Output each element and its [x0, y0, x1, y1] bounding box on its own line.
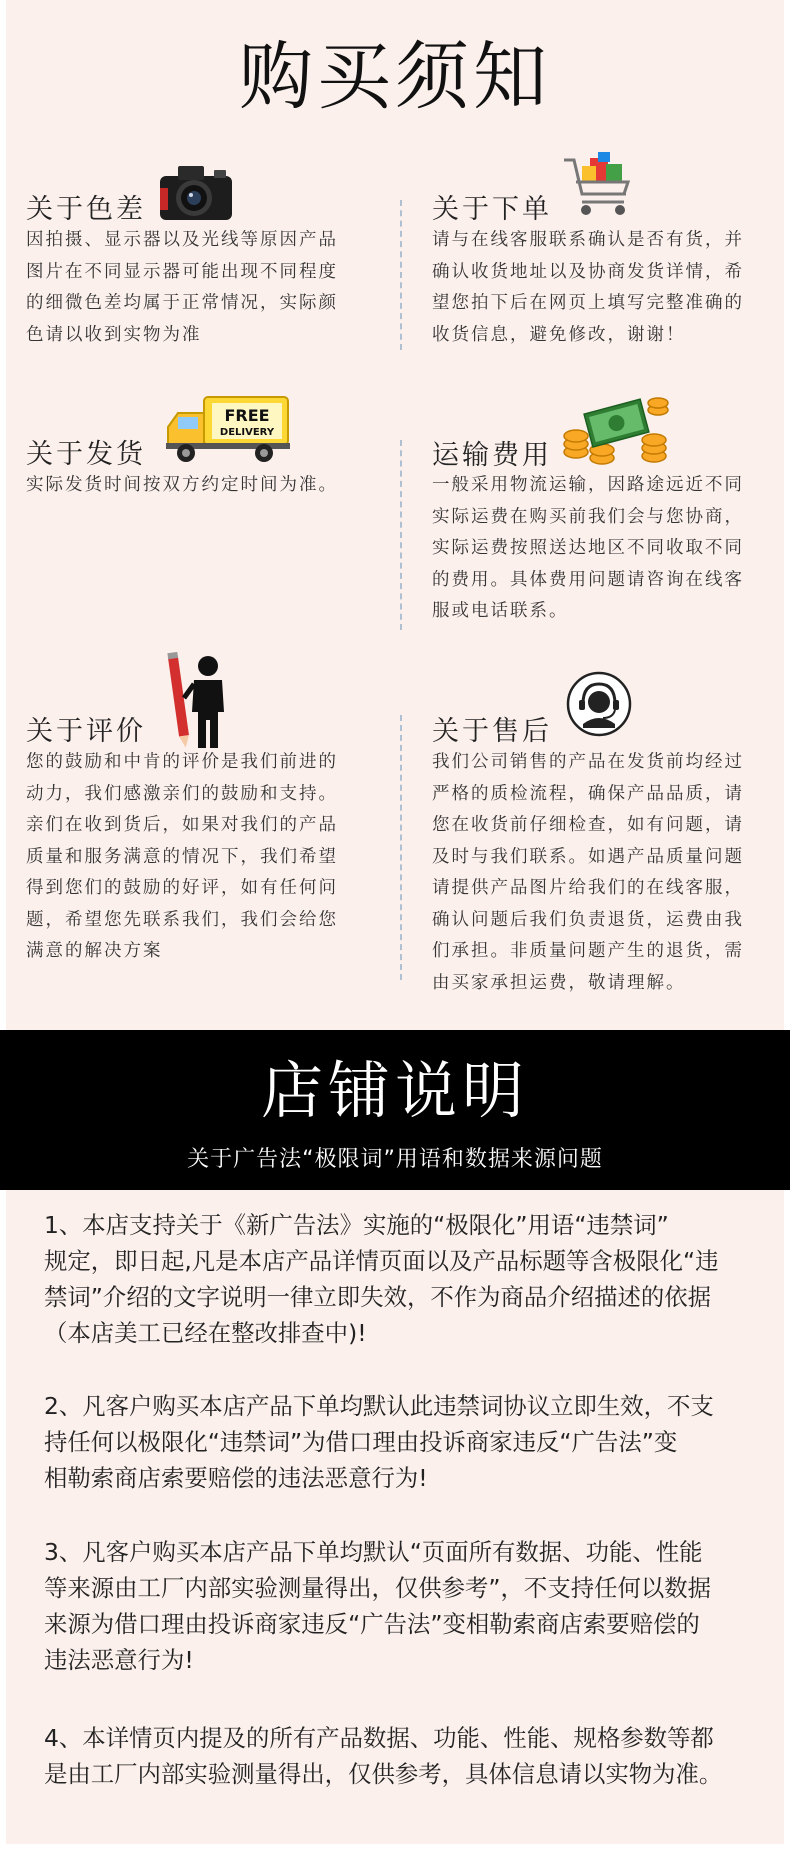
block-line: 色请以收到实物为准	[26, 324, 202, 345]
block-line: 满意的解决方案	[26, 941, 163, 961]
paragraph-line: 禁词”介绍的文字说明一律立即失效，不作为商品介绍描述的依据	[44, 1283, 712, 1311]
block-line: 实际发货时间按双方约定时间为准。	[26, 475, 338, 495]
block-heading: 关于发货	[26, 439, 146, 470]
block-line: 图片在不同显示器可能出现不同程度	[26, 261, 338, 282]
block-line: 及时与我们联系。如遇产品质量问题	[432, 846, 744, 867]
block-line: 请提供产品图片给我们的在线客服，	[432, 878, 744, 898]
notice-block-shipping	[26, 395, 386, 525]
purchase-notice-section	[6, 0, 784, 1030]
block-text	[26, 225, 338, 351]
paragraph-line: 4、本详情页内提及的所有产品数据、功能、性能、规格参数等都	[44, 1724, 714, 1752]
store-notice-title: 店铺说明	[260, 1054, 529, 1127]
store-notice-header	[0, 1030, 790, 1190]
block-heading: 关于下单	[432, 194, 552, 225]
column-divider	[400, 715, 402, 980]
money-coins-icon	[562, 390, 672, 470]
store-notice-subtitle: 关于广告法“极限词”用语和数据来源问题	[187, 1147, 603, 1172]
store-notice-body	[6, 1190, 784, 1844]
paragraph-line: 等来源由工厂内部实验测量得出，仅供参考”，不支持任何以数据	[44, 1574, 712, 1602]
person-pencil-icon	[166, 650, 236, 750]
paragraph-line: 规定，即日起,凡是本店产品详情页面以及产品标题等含极限化“违	[44, 1247, 719, 1275]
store-paragraph-1	[44, 1207, 719, 1351]
block-line: 质量和服务满意的情况下，我们希望	[26, 846, 338, 867]
block-line: 实际运费按照送达地区不同收取不同	[432, 538, 744, 558]
headset-icon	[565, 670, 633, 738]
paragraph-line: 是由工厂内部实验测量得出，仅供参考，具体信息请以实物为准。	[44, 1760, 723, 1788]
column-divider	[400, 440, 402, 630]
block-line: 因拍摄、显示器以及光线等原因产品	[26, 230, 338, 250]
store-paragraph-4	[44, 1720, 722, 1792]
block-heading: 关于评价	[26, 716, 146, 747]
block-line: 望您拍下后在网页上填写完整准确的	[432, 293, 744, 313]
purchase-notice-title: 购买须知	[239, 34, 551, 120]
paragraph-line: 来源为借口理由投诉商家违反“广告法”变相勒索商店索要赔偿的	[44, 1610, 700, 1638]
notice-block-review	[26, 650, 386, 980]
paragraph-line: 1、本店支持关于《新广告法》实施的“极限化”用语“违禁词”	[44, 1211, 669, 1239]
block-line: 请与在线客服联系确认是否有货，并	[432, 230, 744, 250]
block-line: 动力，我们感激亲们的鼓励和支持。	[26, 783, 338, 804]
block-line: 得到您们的鼓励的好评，如有任何问	[26, 878, 338, 898]
shopping-cart-icon	[560, 150, 636, 226]
block-heading: 关于色差	[26, 194, 146, 225]
paragraph-line: 违法恶意行为!	[44, 1646, 194, 1674]
notice-block-color	[26, 150, 386, 360]
block-line: 我们公司销售的产品在发货前均经过	[432, 752, 744, 772]
block-line: 确认问题后我们负责退货，运费由我	[432, 909, 744, 930]
camera-icon	[156, 162, 236, 224]
block-line: 您的鼓励和中肯的评价是我们前进的	[26, 752, 338, 772]
truck-label-delivery: DELIVERY	[219, 427, 275, 438]
block-line: 的费用。具体费用问题请咨询在线客	[432, 569, 744, 590]
block-text	[432, 225, 744, 351]
block-line: 题，希望您先联系我们，我们会给您	[26, 909, 338, 930]
block-line: 收货信息，避免修改，谢谢！	[432, 324, 686, 345]
store-paragraph-3	[44, 1534, 711, 1678]
block-line: 的细微色差均属于正常情况，实际颜	[26, 293, 338, 313]
paragraph-line: 相勒索商店索要赔偿的违法恶意行为!	[44, 1464, 428, 1492]
block-line: 实际运费在购买前我们会与您协商，	[432, 506, 744, 527]
notice-block-order	[432, 150, 782, 360]
block-line: 确认收货地址以及协商发货详情，希	[432, 261, 744, 282]
notice-block-aftersale	[432, 670, 782, 1015]
block-text	[432, 747, 744, 999]
paragraph-line: 2、凡客户购买本店产品下单均默认此违禁词协议立即生效，不支	[44, 1392, 714, 1420]
block-line: 由买家承担运费，敬请理解。	[432, 972, 686, 993]
paragraph-line: （本店美工已经在整改排查中)!	[44, 1319, 367, 1347]
paragraph-line: 持任何以极限化“违禁词”为借口理由投诉商家违反“广告法”变	[44, 1428, 678, 1456]
block-text	[26, 470, 338, 502]
store-paragraph-2	[44, 1388, 714, 1496]
block-heading: 运输费用	[432, 440, 552, 471]
truck-label-free: FREE	[224, 406, 270, 425]
block-line: 亲们在收到货后，如果对我们的产品	[26, 815, 338, 835]
block-line: 们承担。非质量问题产生的退货，需	[432, 941, 744, 961]
block-text	[432, 470, 744, 628]
column-divider	[400, 200, 402, 350]
block-line: 一般采用物流运输，因路途远近不同	[432, 475, 744, 495]
block-text	[26, 747, 338, 968]
block-line: 您在收货前仔细检查，如有问题，请	[432, 815, 744, 835]
delivery-truck-icon	[164, 395, 292, 465]
paragraph-line: 3、凡客户购买本店产品下单均默认“页面所有数据、功能、性能	[44, 1538, 703, 1566]
block-line: 服或电话联系。	[432, 601, 569, 621]
block-heading: 关于售后	[432, 716, 552, 747]
block-line: 严格的质检流程，确保产品品质，请	[432, 783, 744, 804]
notice-block-freight	[432, 390, 782, 630]
